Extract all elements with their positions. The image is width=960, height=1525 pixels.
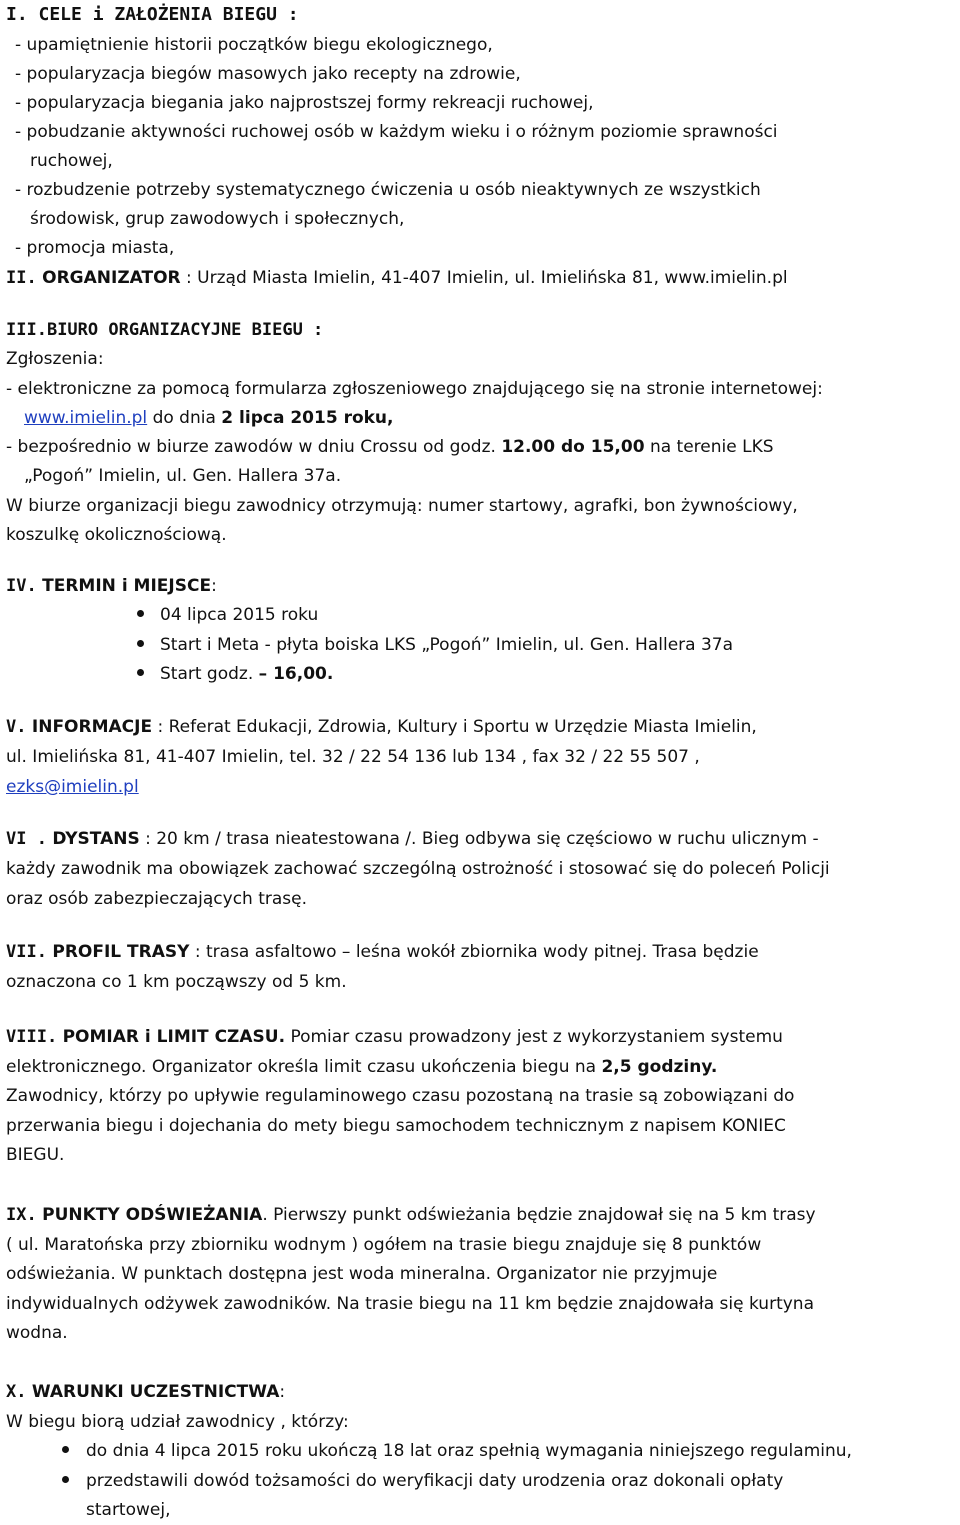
distance-text-cont: każdy zawodnik ma obowiązek zachować szczególną ostrożność i stosować się do poleceń Policji [6,859,830,879]
participation-intro: W biegu biorą udział zawodnicy , którzy: [6,1412,349,1432]
start-time-value: – 16,00. [258,664,334,684]
section-4-heading [6,574,217,598]
timing-text-cont: BIEGU. [6,1145,65,1165]
refreshment-text-cont: indywidualnych odżywek zawodników. Na trasie biegu na 11 km będzie znajdowała się kurtyna [6,1294,814,1314]
section-3-heading [6,318,323,342]
office-hours: 12.00 do 15,00 [501,437,645,457]
office-package-text-cont: koszulkę okolicznościową. [6,525,227,545]
section-10-number: X. [6,1382,27,1402]
section-7-label: PROFIL TRASY [52,942,190,962]
goal-item: ruchowej, [30,151,113,171]
refreshment-text-cont: ( ul. Maratońska przy zbiorniku wodnym ) ogółem na trasie biegu znajduje się 8 punktów [6,1235,762,1255]
section-9-number: IX. [6,1205,37,1225]
section-9-line [6,1203,816,1227]
section-1-heading: I. CELE i ZAŁOŻENIA BIEGU : [6,4,299,25]
office-location: na terenie LKS [649,437,774,457]
section-3-label: BIURO ORGANIZACYJNE BIEGU : [46,320,324,340]
section-10-heading [6,1380,285,1404]
registration-online-text: - elektroniczne za pomocą formularza zgłoszeniowego znajdującego się na stronie internetowej: [6,379,823,399]
section-4-colon: : [211,576,217,596]
bullet-icon [62,1476,69,1483]
distance-text: : 20 km / trasa nieatestowana /. Bieg odbywa się częściowo w ruchu ulicznym - [145,829,819,849]
goal-item: - promocja miasta, [15,238,175,258]
goal-item: - pobudzanie aktywności ruchowej osób w każdym wieku i o różnym poziomie sprawności [15,122,778,142]
section-7-line [6,940,759,964]
website-link[interactable]: www.imielin.pl [24,408,148,428]
section-8-label: POMIAR i LIMIT CZASU. [62,1027,286,1047]
event-date: 04 lipca 2015 roku [160,605,319,625]
participation-condition: przedstawili dowód tożsamości do weryfikacji daty urodzenia oraz dokonali opłaty [86,1471,784,1491]
section-7-number: VII. [6,942,47,962]
section-5-number: V. [6,717,27,737]
participation-condition-cont: startowej, [86,1500,171,1520]
start-time-line [160,662,333,686]
contact-details: ul. Imielińska 81, 41-407 Imielin, tel. 32 / 22 54 136 lub 134 , fax 32 / 22 55 507 , [6,747,700,767]
section-5-label: INFORMACJE [31,717,153,737]
goal-item: środowisk, grup zawodowych i społecznych, [30,209,405,229]
refreshment-text-cont: odświeżania. W punktach dostępna jest woda mineralna. Organizator nie przyjmuje [6,1264,718,1284]
timing-text: Pomiar czasu prowadzony jest z wykorzystaniem systemu [290,1027,783,1047]
section-2-line [6,266,788,290]
section-2-number: II. [6,268,37,288]
section-2-label: ORGANIZATOR [42,268,181,288]
deadline-prefix: do dnia [152,408,216,428]
timing-limit-value: 2,5 godziny. [601,1057,718,1077]
registration-office-line [6,435,774,459]
route-profile-text: : trasa asfaltowo – leśna wokół zbiornika wody pitnej. Trasa będzie [194,942,759,962]
start-time-label: Start godz. [160,664,254,684]
timing-text-cont: Zawodnicy, którzy po upływie regulaminowego czasu pozostaną na trasie są zobowiązani do [6,1086,795,1106]
route-profile-text-cont: oznaczona co 1 km począwszy od 5 km. [6,972,347,992]
section-4-number: IV. [6,576,37,596]
organizer-text: : Urząd Miasta Imielin, 41-407 Imielin, ul. Imielińska 81, www.imielin.pl [186,268,788,288]
section-8-line [6,1025,783,1049]
deadline-date: 2 lipca 2015 roku, [221,408,394,428]
section-6-label: DYSTANS [52,829,140,849]
bullet-icon [137,669,144,676]
goal-item: - upamiętnienie historii początków biegu ekologicznego, [15,35,493,55]
info-office-text: : Referat Edukacji, Zdrowia, Kultury i Sportu w Urzędzie Miasta Imielin, [157,717,757,737]
distance-text-cont: oraz osób zabezpieczających trasę. [6,889,308,909]
section-6-number: VI . [6,829,47,849]
section-6-line [6,827,819,851]
section-3-number: III. [6,320,47,340]
section-10-colon: : [279,1382,286,1402]
goal-item: - popularyzacja biegania jako najprostszej formy rekreacji ruchowej, [15,93,594,113]
section-4-label: TERMIN i MIEJSCE [42,576,212,596]
registration-label: Zgłoszenia: [6,349,104,369]
bullet-icon [137,610,144,617]
participation-condition: do dnia 4 lipca 2015 roku ukończą 18 lat oraz spełnią wymagania niniejszego regulaminu, [86,1441,852,1461]
bullet-icon [62,1446,69,1453]
section-10-label: WARUNKI UCZESTNICTWA [31,1382,280,1402]
section-9-label: PUNKTY ODŚWIEŻANIA [42,1205,263,1225]
timing-text-cont: przerwania biegu i dojechania do mety biegu samochodem technicznym z napisem KONIEC [6,1116,786,1136]
timing-limit-text: elektronicznego. Organizator określa limit czasu ukończenia biegu na [6,1057,597,1077]
section-8-number: VIII. [6,1027,58,1047]
timing-limit-line [6,1055,717,1079]
goal-item: - rozbudzenie potrzeby systematycznego ćwiczenia u osób nieaktywnych ze wszystkich [15,180,761,200]
office-text: - bezpośrednio w biurze zawodów w dniu Crossu od godz. [6,437,496,457]
section-5-line [6,715,757,739]
refreshment-text-cont: wodna. [6,1323,68,1343]
bullet-icon [137,640,144,647]
office-package-text: W biurze organizacji biegu zawodnicy otrzymują: numer startowy, agrafki, bon żywnościowy, [6,496,798,516]
office-address: „Pogoń” Imielin, ul. Gen. Hallera 37a. [24,466,342,486]
email-link[interactable]: ezks@imielin.pl [6,777,139,797]
event-location: Start i Meta - płyta boiska LKS „Pogoń” Imielin, ul. Gen. Hallera 37a [160,635,734,655]
goal-item: - popularyzacja biegów masowych jako recepty na zdrowie, [15,64,521,84]
registration-deadline-line [24,406,394,430]
refreshment-text: . Pierwszy punkt odświeżania będzie znajdował się na 5 km trasy [262,1205,816,1225]
